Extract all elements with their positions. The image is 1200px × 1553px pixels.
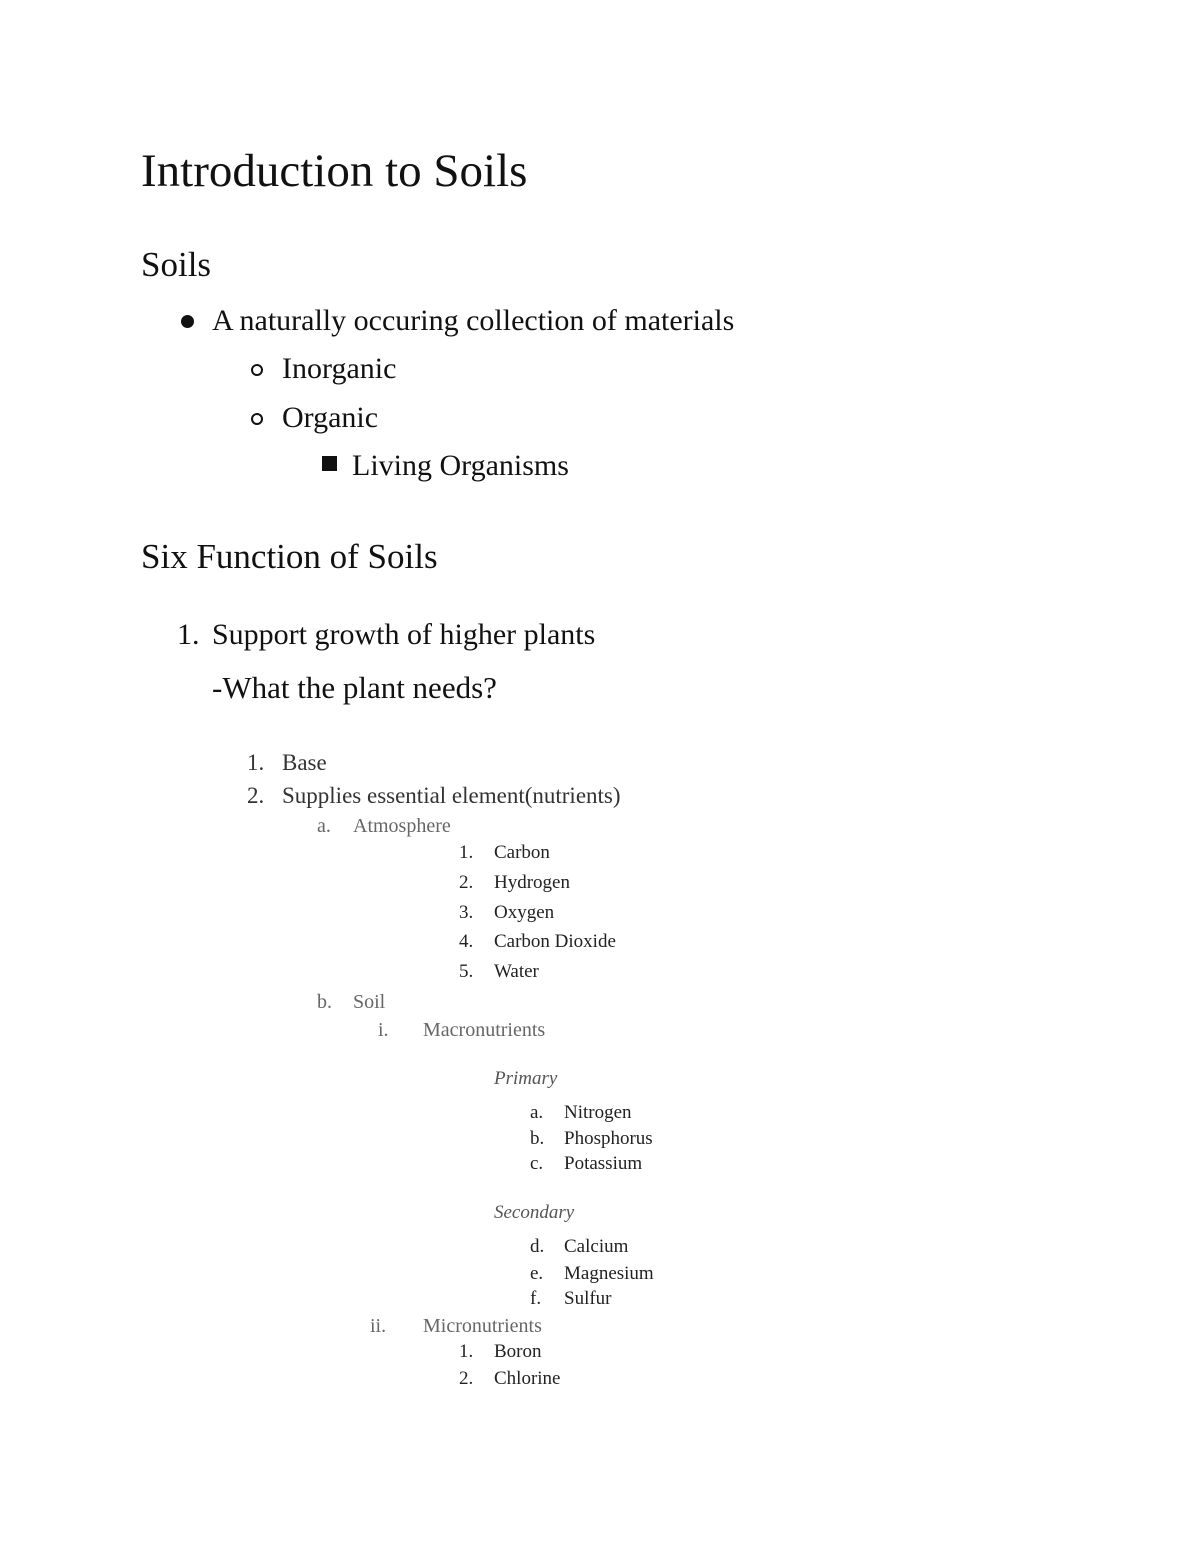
list-letter: a. bbox=[530, 1102, 544, 1123]
list-item: Nitrogen bbox=[564, 1102, 632, 1123]
list-number: 2. bbox=[247, 783, 265, 808]
list-number: 4. bbox=[459, 931, 474, 952]
bullet-circle-icon bbox=[251, 364, 263, 376]
list-item: Soil bbox=[353, 991, 386, 1013]
list-letter: b. bbox=[317, 991, 332, 1013]
group-label-secondary: Secondary bbox=[494, 1202, 575, 1223]
bullet-disc-icon bbox=[181, 315, 194, 328]
bullet-square-icon bbox=[322, 456, 337, 471]
list-roman: ii. bbox=[370, 1315, 387, 1337]
list-item: Calcium bbox=[564, 1236, 629, 1257]
list-item: Sulfur bbox=[564, 1288, 612, 1309]
section-heading-functions: Six Function of Soils bbox=[141, 537, 438, 576]
list-item: Chlorine bbox=[494, 1368, 561, 1389]
list-item: Magnesium bbox=[564, 1263, 654, 1284]
list-item: Organic bbox=[282, 401, 379, 434]
list-item: Micronutrients bbox=[423, 1315, 542, 1337]
list-roman: i. bbox=[378, 1019, 389, 1041]
list-item: Carbon bbox=[494, 842, 550, 863]
list-letter: c. bbox=[530, 1153, 544, 1174]
list-letter: e. bbox=[530, 1263, 544, 1284]
section-heading-soils: Soils bbox=[141, 245, 212, 284]
list-item: Potassium bbox=[564, 1153, 643, 1174]
list-letter: d. bbox=[530, 1236, 545, 1257]
question-text: -What the plant needs? bbox=[212, 670, 497, 705]
list-number: 5. bbox=[459, 961, 474, 982]
list-number: 1. bbox=[459, 1341, 474, 1362]
list-item: Living Organisms bbox=[352, 449, 569, 482]
list-item: Supplies essential element(nutrients) bbox=[282, 783, 621, 808]
list-item: Macronutrients bbox=[423, 1019, 546, 1041]
list-item: Carbon Dioxide bbox=[494, 931, 616, 952]
list-letter: b. bbox=[530, 1128, 545, 1149]
list-number: 3. bbox=[459, 902, 474, 923]
list-number: 2. bbox=[459, 1368, 474, 1389]
list-number: 1. bbox=[459, 842, 474, 863]
list-letter: f. bbox=[530, 1288, 542, 1309]
list-letter: a. bbox=[317, 815, 331, 837]
list-item: Water bbox=[494, 961, 539, 982]
list-item: A naturally occuring collection of materials bbox=[212, 304, 735, 337]
list-item: Boron bbox=[494, 1341, 542, 1362]
bullet-circle-icon bbox=[251, 413, 263, 425]
list-number: 1. bbox=[247, 750, 265, 775]
list-number: 2. bbox=[459, 872, 474, 893]
list-item: Atmosphere bbox=[353, 815, 451, 837]
list-item: Oxygen bbox=[494, 902, 555, 923]
list-item: Phosphorus bbox=[564, 1128, 653, 1149]
list-number: 1. bbox=[177, 618, 200, 651]
list-item: Inorganic bbox=[282, 352, 397, 385]
page-title: Introduction to Soils bbox=[141, 145, 528, 197]
list-item: Base bbox=[282, 750, 327, 775]
list-item: Hydrogen bbox=[494, 872, 570, 893]
group-label-primary: Primary bbox=[494, 1068, 558, 1089]
list-item: Support growth of higher plants bbox=[212, 618, 596, 651]
